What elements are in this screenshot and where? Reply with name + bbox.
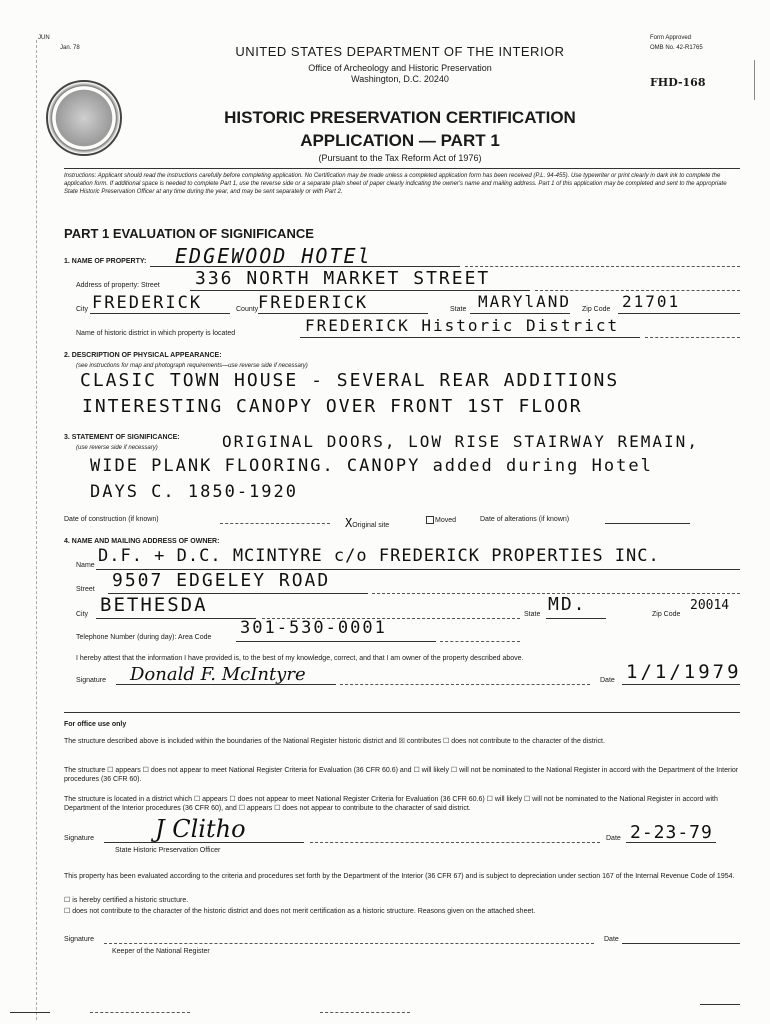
top-left-mark: JUN [38,35,50,41]
district-label: Name of historic district in which property is located [76,330,236,337]
original-site-check-icon: X [345,516,353,530]
owner-date-field[interactable]: 1/1/1979 [626,661,742,683]
moved-label: Moved [435,516,457,524]
significance-note: (use reverse side if necessary) [76,445,158,451]
description-line-2[interactable]: INTERESTING CANOPY OVER FRONT 1ST FLOOR [82,396,583,417]
interior-seal-icon [46,80,122,156]
omb-number: OMB No. 42-R1765 [650,45,703,51]
phone-label: Telephone Number (during day): Area Code [76,634,212,641]
significance-line-2[interactable]: WIDE PLANK FLOORING. CANOPY added during Hotel [90,456,653,476]
city-label: City [76,306,89,313]
significance-label: 3. STATEMENT OF SIGNIFICANCE: [64,434,180,441]
form-subtitle: (Pursuant to the Tax Reform Act of 1976) [318,153,482,163]
scan-edge-left [36,40,37,1020]
owner-city-label: City [76,611,89,618]
original-site-option[interactable] [345,516,389,530]
original-site-label: Original site [352,522,390,529]
office-use-heading: For office use only [64,721,127,728]
alterations-label: Date of alterations (if known) [480,516,570,523]
significance-line-3[interactable]: DAYS C. 1850-1920 [90,482,298,502]
owner-name-label: Name [76,562,95,569]
office-address: Washington, D.C. 20240 [351,74,449,84]
property-county-field[interactable]: FREDERICK [258,293,369,313]
phone-field[interactable]: 301-530-0001 [240,618,387,638]
owner-date-label: Date [600,677,615,684]
office-paragraph-3: The structure is located in a district which ☐ appears ☐ does not appear to meet National Register Criteria for Evaluation (36 CFR 60.6) ☐ will likely ☐ will not be nominated to the National Register in accord with Department of the Interior procedures (36 CFR 60), and ☐ appears ☐ does not appear to contribute to the character of said district. [64,796,718,812]
property-city-field[interactable]: FREDERICK [92,293,203,313]
state-label: State [450,306,467,313]
description-line-1[interactable]: CLASIC TOWN HOUSE - SEVERAL REAR ADDITIONS [80,370,620,391]
form-approved: Form Approved [650,35,692,41]
description-note: (see instructions for map and photograph requirements—use reverse side if necessary) [76,363,308,369]
office-paragraph-1: The structure described above is included within the boundaries of the National Register historic district and ☒ contributes ☐ does not contribute to the character of the district. [64,738,605,745]
owner-state-label: State [524,611,541,618]
form-number: FHD-168 [650,76,706,89]
not-certified-option[interactable]: ☐ does not contribute to the character of the historic district and does not merit certification as a historic structure. Reasons given on the attached sheet. [64,908,536,915]
part1-heading: PART 1 EVALUATION OF SIGNIFICANCE [64,226,314,241]
owner-zip-field[interactable]: 20014 [690,598,730,613]
officer-signature[interactable]: J Clitho [155,815,246,843]
owner-city-field[interactable]: BETHESDA [100,594,208,616]
owner-street-field[interactable]: 9507 EDGELEY ROAD [112,570,331,591]
office-name: Office of Archeology and Historic Preservation [308,63,492,73]
certified-option[interactable]: ☐ is hereby certified a historic structure. [64,897,189,904]
owner-attestation: I hereby attest that the information I have provided is, to the best of my knowledge, correct, and that I am owner of the property described above. [76,655,524,662]
form-title-line2: APPLICATION — [300,131,441,150]
form-title: HISTORIC PRESERVATION CERTIFICATION [224,108,576,127]
officer-signature-label: Signature [64,835,94,842]
instructions-text: Instructions: Applicant should read the instructions carefully before completing application. No Certification may be made unless a completed application form has been received (P.L. 94-455). Use typewriter or print clearly in dark ink to complete the application form. If additional space is needed to complete Part 1, use the reverse side or a separate plain sheet of paper clearly indicating the owner's name and mailing address. Part 1 of this application may be completed and sent to the appropriate State Historic Preservation Officer at any time during the year, and may be sent separately or with Part 2. [64,173,727,195]
property-name-label: 1. NAME OF PROPERTY: [64,258,147,265]
moved-checkbox-icon [426,516,434,524]
property-name-field[interactable]: EDGEWOOD HOTEl [175,244,372,268]
owner-zip-label: Zip Code [652,611,681,618]
property-street-field[interactable]: 336 NORTH MARKET STREET [195,268,491,289]
owner-state-field[interactable]: MD. [548,594,587,615]
street-label: Address of property: Street [76,282,160,289]
form-title-part [180,131,620,151]
keeper-date-label: Date [604,936,619,943]
owner-section-label: 4. NAME AND MAILING ADDRESS OF OWNER: [64,538,220,545]
property-zip-field[interactable]: 21701 [622,292,681,311]
officer-date-field[interactable]: 2-23-79 [630,822,713,843]
property-state-field[interactable]: MARYlAND [478,292,572,311]
keeper-signature-label: Signature [64,936,94,943]
significance-line-1[interactable]: ORIGINAL DOORS, LOW RISE STAIRWAY REMAIN, [222,432,699,451]
zip-label: Zip Code [582,306,611,313]
owner-street-label: Street [76,586,95,593]
office-paragraph-2: The structure ☐ appears ☐ does not appear to meet National Register Criteria for Evaluation (36 CFR 60.6) and ☐ will likely ☐ will not be nominated to the National Register in accord with the Department of the Interior procedures (36 CFR 60). [64,767,739,783]
historic-district-field[interactable]: FREDERICK Historic District [305,316,620,335]
office-paragraph-4: This property has been evaluated according to the criteria and procedures set forth by the Department of the Interior (36 CFR 67) and is subject to depreciation under section 167 of the Internal Revenue Code of 1954. [64,873,735,880]
agency-name: UNITED STATES DEPARTMENT OF THE INTERIOR [235,44,565,59]
keeper-title: Keeper of the National Register [112,948,210,955]
scan-edge-right [754,60,755,100]
officer-date-label: Date [606,835,621,842]
owner-signature[interactable]: Donald F. McIntyre [130,664,306,685]
owner-name-field[interactable]: D.F. + D.C. MCINTYRE c/o FREDERICK PROPERTIES INC. [98,546,660,566]
owner-signature-label: Signature [76,677,106,684]
county-label: County [236,306,259,313]
form-part-label: PART 1 [440,131,500,150]
moved-option[interactable] [425,516,456,524]
form-date: Jan. 78 [60,45,80,51]
officer-title: State Historic Preservation Officer [115,847,221,854]
construction-date-label: Date of construction (if known) [64,516,159,523]
description-label: 2. DESCRIPTION OF PHYSICAL APPEARANCE: [64,352,222,359]
